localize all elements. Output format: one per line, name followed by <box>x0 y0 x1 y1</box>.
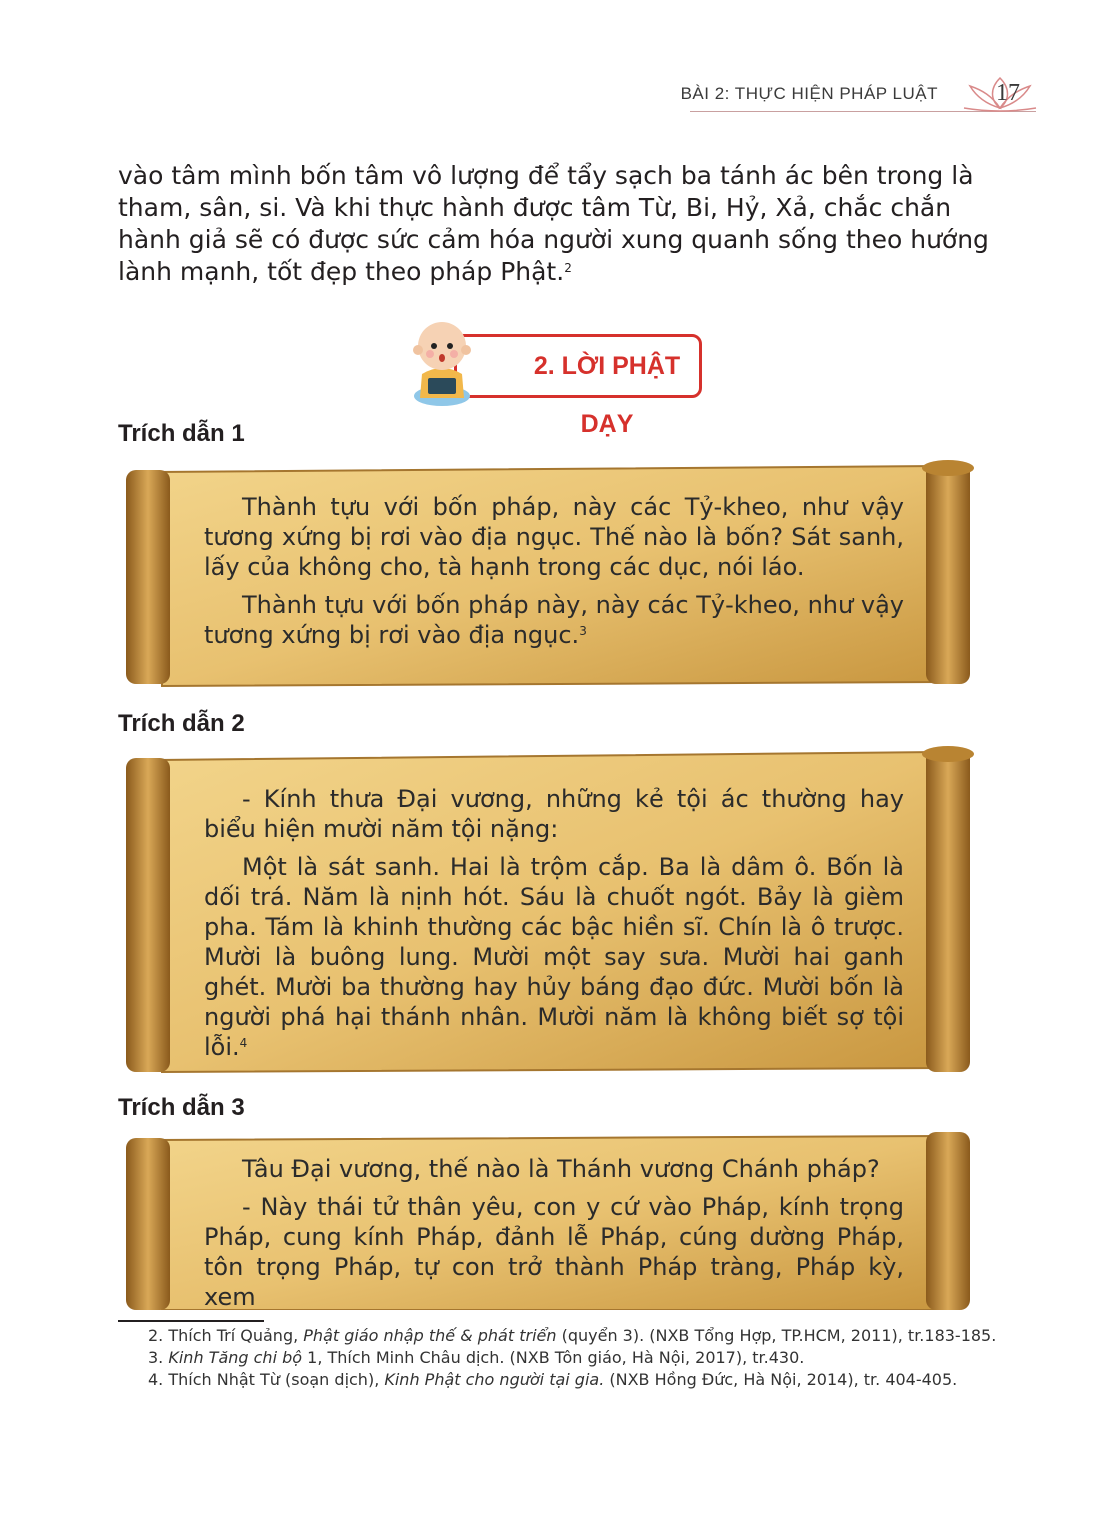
section-heading <box>410 312 700 438</box>
quote-3-para-1: Tâu Đại vương, thế nào là Thánh vương Chánh pháp? <box>242 1155 880 1183</box>
page-number: 17 <box>996 80 1020 106</box>
footnote-4-post: (NXB Hồng Đức, Hà Nội, 2014), tr. 404-405. <box>604 1370 958 1389</box>
quote-2-para-2 <box>204 852 904 1062</box>
quote-text-1 <box>204 492 904 658</box>
quote-text-2 <box>204 784 904 1070</box>
footnote-rule <box>118 1320 264 1322</box>
footnote-4 <box>118 1369 998 1391</box>
footnote-ref: 4 <box>239 1036 248 1050</box>
section-title: 2. LỜI PHẬT DẠY <box>533 352 681 438</box>
quote-label-3: Trích dẫn 3 <box>118 1094 245 1121</box>
scroll-2 <box>118 742 980 1080</box>
quote-1-para-2-text: Thành tựu với bốn pháp này, này các Tỷ-kheo, như vậy tương xứng bị rơi vào địa ngục. <box>204 591 904 649</box>
quote-text-3 <box>204 1154 904 1320</box>
footnote-3-post: 1, Thích Minh Châu dịch. (NXB Tôn giáo, Hà Nội, 2017), tr.430. <box>302 1348 805 1367</box>
footnote-4-title: Kinh Phật cho người tại gia. <box>384 1370 605 1389</box>
quote-label-2: Trích dẫn 2 <box>118 710 245 737</box>
intro-paragraph <box>118 160 998 288</box>
footnote-3-title: Kinh Tăng chi bộ <box>168 1348 303 1367</box>
quote-2-para-2-text: Một là sát sanh. Hai là trộm cắp. Ba là dâm ô. Bốn là dối trá. Năm là nịnh hót. Sáu là chuốt ngót. Bảy là gièm pha. Tám là khinh thường các bậc hiền sĩ. Chín là ô trược. Mười là buông lung. Mười một say sưa. Mười hai ganh ghét. Mười ba thường hay hủy báng đạo đức. Mười bốn là người phá hại thánh nhân. Mười năm là không biết sợ tội lỗi. <box>204 853 904 1061</box>
footnote-3-pre: 3. <box>148 1348 169 1367</box>
footnote-2-title: Phật giáo nhập thế & phát triển <box>303 1326 557 1345</box>
scroll-1 <box>118 458 980 694</box>
footnote-2-pre: 2. Thích Trí Quảng, <box>148 1326 304 1345</box>
intro-text: vào tâm mình bốn tâm vô lượng để tẩy sạch ba tánh ác bên trong là tham, sân, si. Và khi thực hành được tâm Từ, Bi, Hỷ, Xả, chắc chắn hành giả sẽ có được sức cảm hóa người xung quanh sống theo hướng lành mạnh, tốt đẹp theo pháp Phật. <box>118 161 989 286</box>
quote-2-para-1: - Kính thưa Đại vương, những kẻ tội ác thường hay biểu hiện mười năm tội nặng: <box>204 785 904 843</box>
footnotes <box>118 1325 998 1391</box>
footnote-2 <box>118 1325 998 1347</box>
monk-icon <box>410 312 480 408</box>
quote-1-para-2 <box>204 590 904 650</box>
quote-label-1: Trích dẫn 1 <box>118 420 245 447</box>
footnote-ref: 3 <box>579 624 587 638</box>
quote-3-para-2: - Này thái tử thân yêu, con y cứ vào Pháp, kính trọng Pháp, cung kính Pháp, đảnh lễ Pháp, cúng dường Pháp, tôn trọng Pháp, tự con trở thành Pháp tràng, Pháp kỳ, xem <box>204 1193 904 1311</box>
footnote-3 <box>118 1347 998 1369</box>
section-badge-box <box>454 334 702 438</box>
quote-1-para-1: Thành tựu với bốn pháp, này các Tỷ-kheo, như vậy tương xứng bị rơi vào địa ngục. Thế nào là bốn? Sát sanh, lấy của không cho, tà hạnh trong các dục, nói láo. <box>204 493 904 581</box>
page-header <box>0 78 1106 118</box>
footnote-2-post: (quyển 3). (NXB Tổng Hợp, TP.HCM, 2011), tr.183-185. <box>556 1326 997 1345</box>
lesson-title: BÀI 2: THỰC HIỆN PHÁP LUẬT <box>680 84 938 103</box>
footnote-ref: 2 <box>564 261 572 275</box>
scroll-3 <box>118 1130 980 1310</box>
footnote-4-pre: 4. Thích Nhật Từ (soạn dịch), <box>148 1370 385 1389</box>
